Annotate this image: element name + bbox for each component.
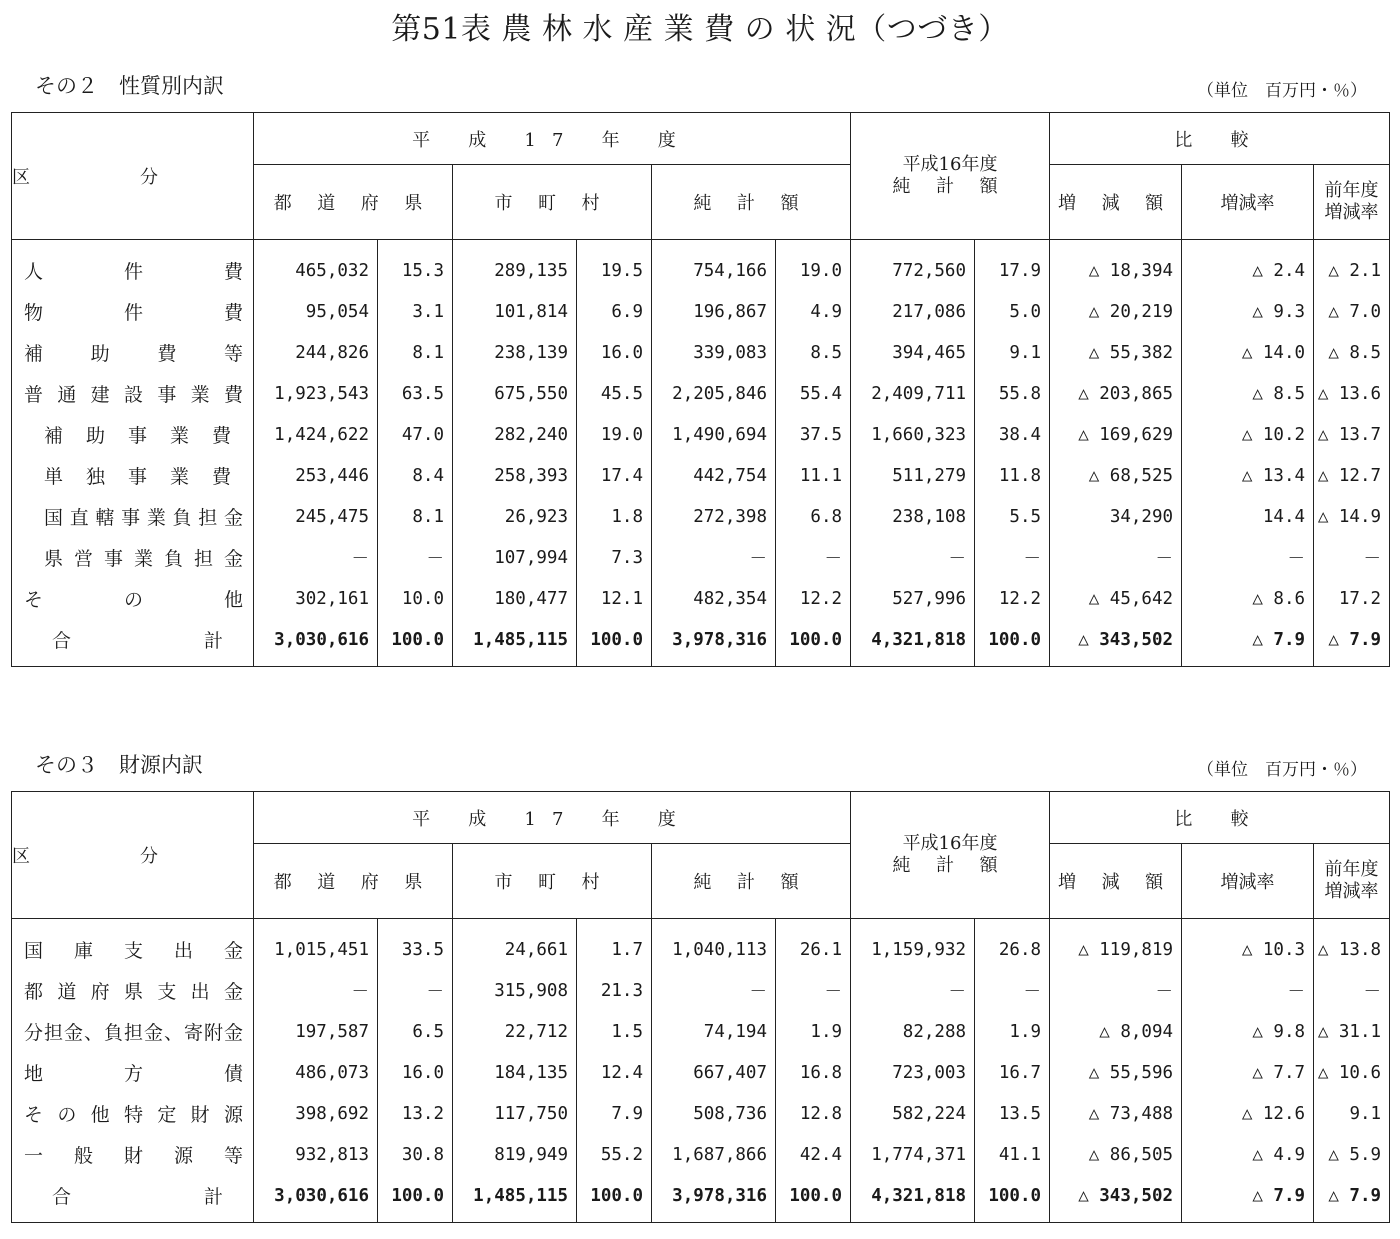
muni-amount: 258,393 [453,455,577,496]
prev-change-rate: △ 13.6 [1314,373,1390,414]
pref-share: 8.4 [378,455,453,496]
prev-change-rate: △ 7.0 [1314,291,1390,332]
row-label: 普通建設事業費 [12,373,254,414]
pref-amount: － [254,970,378,1011]
table-row [12,291,1390,332]
pref-amount: － [254,537,378,578]
change-rate: △ 9.8 [1182,1011,1314,1052]
row-label: 国庫支出金 [12,919,254,971]
section-3-unit: （単位 百万円・％） [1197,760,1367,780]
header-category: 区 分 [12,113,254,240]
net-amount: 1,687,866 [652,1134,776,1175]
row-label: 分担金、負担金、寄附金 [12,1011,254,1052]
muni-amount: 1,485,115 [453,1175,577,1223]
net-share: 6.8 [776,496,851,537]
header-comparison: 比 較 [1050,792,1390,844]
pref-amount: 932,813 [254,1134,378,1175]
pref-share: 30.8 [378,1134,453,1175]
pref-share: 8.1 [378,332,453,373]
row-label: その他 [12,578,254,619]
fy16-share: 1.9 [975,1011,1050,1052]
net-share: 55.4 [776,373,851,414]
pref-amount: 1,015,451 [254,919,378,971]
change-rate: － [1182,970,1314,1011]
net-amount: 272,398 [652,496,776,537]
change-amount: △ 20,219 [1050,291,1182,332]
pref-share: 33.5 [378,919,453,971]
muni-share: 7.9 [577,1093,652,1134]
muni-share: 100.0 [577,619,652,667]
net-share: 26.1 [776,919,851,971]
prev-change-rate: △ 2.1 [1314,240,1390,292]
pref-amount: 465,032 [254,240,378,292]
fy16-amount: 2,409,711 [851,373,975,414]
header-change-rate: 増減率 [1182,165,1314,240]
change-amount: △ 68,525 [1050,455,1182,496]
muni-amount: 238,139 [453,332,577,373]
table-by-nature [11,112,1390,667]
net-share: 1.9 [776,1011,851,1052]
fy16-amount: 238,108 [851,496,975,537]
fy16-amount: 582,224 [851,1093,975,1134]
table-row [12,455,1390,496]
pref-amount: 398,692 [254,1093,378,1134]
fy16-share: 100.0 [975,1175,1050,1223]
change-amount: △ 55,596 [1050,1052,1182,1093]
header-municipalities: 市 町 村 [453,165,652,240]
header-comparison: 比 較 [1050,113,1390,165]
header-prev-rate: 前年度 増減率 [1314,844,1390,919]
pref-share: － [378,537,453,578]
fy16-amount: 1,159,932 [851,919,975,971]
fy16-share: － [975,537,1050,578]
row-label: その他特定財源 [12,1093,254,1134]
muni-amount: 24,661 [453,919,577,971]
fy16-amount: 511,279 [851,455,975,496]
pref-share: 16.0 [378,1052,453,1093]
prev-change-rate: 9.1 [1314,1093,1390,1134]
fy16-amount: 4,321,818 [851,1175,975,1223]
muni-share: 45.5 [577,373,652,414]
table-row [12,414,1390,455]
change-rate: 14.4 [1182,496,1314,537]
change-rate: － [1182,537,1314,578]
muni-share: 1.7 [577,919,652,971]
muni-amount: 180,477 [453,578,577,619]
net-amount: 667,407 [652,1052,776,1093]
header-prefectures: 都 道 府 県 [254,165,453,240]
table-row [12,1134,1390,1175]
net-share: 12.2 [776,578,851,619]
muni-share: 7.3 [577,537,652,578]
header-change-amount: 増 減 額 [1050,844,1182,919]
pref-share: 63.5 [378,373,453,414]
pref-share: 10.0 [378,578,453,619]
muni-share: 17.4 [577,455,652,496]
net-amount: － [652,537,776,578]
net-share: － [776,537,851,578]
prev-change-rate: △ 12.7 [1314,455,1390,496]
prev-change-rate: △ 7.9 [1314,619,1390,667]
table-row [12,1093,1390,1134]
change-rate: △ 12.6 [1182,1093,1314,1134]
prev-change-rate: － [1314,970,1390,1011]
section-2-title: その２ 性質別内訳 [35,74,224,98]
row-label: 合計 [12,1175,254,1223]
change-rate: △ 14.0 [1182,332,1314,373]
row-label: 合計 [12,619,254,667]
table-row [12,373,1390,414]
change-rate: △ 7.7 [1182,1052,1314,1093]
fy16-share: 38.4 [975,414,1050,455]
fy16-amount: 772,560 [851,240,975,292]
net-share: 11.1 [776,455,851,496]
table-row [12,240,1390,292]
muni-amount: 101,814 [453,291,577,332]
row-label: 単独事業費 [12,455,254,496]
pref-amount: 1,923,543 [254,373,378,414]
change-amount: － [1050,970,1182,1011]
fy16-amount: 1,774,371 [851,1134,975,1175]
header-change-rate: 増減率 [1182,844,1314,919]
net-share: 8.5 [776,332,851,373]
fy16-share: 41.1 [975,1134,1050,1175]
prev-change-rate: △ 14.9 [1314,496,1390,537]
header-prev-rate: 前年度 増減率 [1314,165,1390,240]
fy16-amount: 527,996 [851,578,975,619]
table-by-funding-source [11,791,1390,1223]
net-amount: 482,354 [652,578,776,619]
net-amount: 2,205,846 [652,373,776,414]
change-rate: △ 7.9 [1182,619,1314,667]
muni-share: 100.0 [577,1175,652,1223]
muni-share: 1.8 [577,496,652,537]
page-title: 第51表 農 林 水 産 業 費 の 状 況（つづき） [391,12,1009,47]
change-amount: △ 119,819 [1050,919,1182,971]
header-category: 区 分 [12,792,254,919]
net-amount: 339,083 [652,332,776,373]
pref-amount: 244,826 [254,332,378,373]
prev-change-rate: △ 31.1 [1314,1011,1390,1052]
prev-change-rate: 17.2 [1314,578,1390,619]
pref-amount: 1,424,622 [254,414,378,455]
change-rate: △ 8.5 [1182,373,1314,414]
change-amount: － [1050,537,1182,578]
row-label: 県営事業負担金 [12,537,254,578]
prev-change-rate: △ 10.6 [1314,1052,1390,1093]
muni-amount: 107,994 [453,537,577,578]
pref-share: 8.1 [378,496,453,537]
pref-share: 47.0 [378,414,453,455]
section-2-unit: （単位 百万円・％） [1197,81,1367,101]
change-amount: △ 73,488 [1050,1093,1182,1134]
change-amount: 34,290 [1050,496,1182,537]
fy16-share: 26.8 [975,919,1050,971]
prev-change-rate: △ 7.9 [1314,1175,1390,1223]
muni-amount: 282,240 [453,414,577,455]
fy16-amount: － [851,537,975,578]
fy16-amount: 394,465 [851,332,975,373]
prev-change-rate: △ 8.5 [1314,332,1390,373]
row-label: 一般財源等 [12,1134,254,1175]
muni-amount: 289,135 [453,240,577,292]
pref-share: 100.0 [378,619,453,667]
change-amount: △ 169,629 [1050,414,1182,455]
net-amount: 754,166 [652,240,776,292]
change-rate: △ 4.9 [1182,1134,1314,1175]
table-row [12,578,1390,619]
prev-change-rate: － [1314,537,1390,578]
muni-share: 1.5 [577,1011,652,1052]
pref-amount: 253,446 [254,455,378,496]
net-share: 37.5 [776,414,851,455]
net-share: 19.0 [776,240,851,292]
change-rate: △ 10.3 [1182,919,1314,971]
muni-share: 21.3 [577,970,652,1011]
table-row [12,332,1390,373]
fy16-share: 100.0 [975,619,1050,667]
muni-amount: 675,550 [453,373,577,414]
net-amount: 508,736 [652,1093,776,1134]
fy16-amount: 82,288 [851,1011,975,1052]
fy16-share: 5.0 [975,291,1050,332]
fy16-amount: 217,086 [851,291,975,332]
table-row [12,1011,1390,1052]
muni-amount: 117,750 [453,1093,577,1134]
fy16-share: 13.5 [975,1093,1050,1134]
change-amount: △ 45,642 [1050,578,1182,619]
pref-amount: 245,475 [254,496,378,537]
muni-share: 12.1 [577,578,652,619]
net-amount: 196,867 [652,291,776,332]
fy16-share: 9.1 [975,332,1050,373]
pref-share: 15.3 [378,240,453,292]
pref-share: 3.1 [378,291,453,332]
fy16-share: 16.7 [975,1052,1050,1093]
fy16-share: 12.2 [975,578,1050,619]
header-fy16: 平成16年度 純 計 額 [851,113,1050,240]
change-amount: △ 343,502 [1050,1175,1182,1223]
header-fy17: 平 成 17 年 度 [254,113,851,165]
fy16-share: 17.9 [975,240,1050,292]
change-rate: △ 2.4 [1182,240,1314,292]
change-rate: △ 10.2 [1182,414,1314,455]
table-row [12,619,1390,667]
header-prefectures: 都 道 府 県 [254,844,453,919]
pref-share: 100.0 [378,1175,453,1223]
fy16-amount: － [851,970,975,1011]
change-rate: △ 8.6 [1182,578,1314,619]
pref-share: － [378,970,453,1011]
muni-amount: 315,908 [453,970,577,1011]
fy16-share: － [975,970,1050,1011]
change-amount: △ 55,382 [1050,332,1182,373]
header-municipalities: 市 町 村 [453,844,652,919]
net-share: 100.0 [776,619,851,667]
net-amount: 74,194 [652,1011,776,1052]
net-share: 42.4 [776,1134,851,1175]
net-amount: 1,490,694 [652,414,776,455]
muni-share: 6.9 [577,291,652,332]
net-amount: 1,040,113 [652,919,776,971]
net-share: 100.0 [776,1175,851,1223]
muni-share: 19.0 [577,414,652,455]
fy16-amount: 1,660,323 [851,414,975,455]
section-3-title: その３ 財源内訳 [35,753,203,777]
header-change-amount: 増 減 額 [1050,165,1182,240]
pref-amount: 486,073 [254,1052,378,1093]
table-row [12,537,1390,578]
row-label: 国直轄事業負担金 [12,496,254,537]
change-amount: △ 18,394 [1050,240,1182,292]
change-amount: △ 8,094 [1050,1011,1182,1052]
net-amount: － [652,970,776,1011]
table-row [12,970,1390,1011]
pref-share: 6.5 [378,1011,453,1052]
row-label: 補助事業費 [12,414,254,455]
table-row [12,919,1390,971]
fy16-share: 55.8 [975,373,1050,414]
header-fy17: 平 成 17 年 度 [254,792,851,844]
fy16-amount: 723,003 [851,1052,975,1093]
net-share: 4.9 [776,291,851,332]
row-label: 都道府県支出金 [12,970,254,1011]
fy16-amount: 4,321,818 [851,619,975,667]
change-amount: △ 203,865 [1050,373,1182,414]
fy16-share: 5.5 [975,496,1050,537]
muni-amount: 819,949 [453,1134,577,1175]
header-fy16: 平成16年度 純 計 額 [851,792,1050,919]
prev-change-rate: △ 13.7 [1314,414,1390,455]
net-amount: 3,978,316 [652,1175,776,1223]
net-share: － [776,970,851,1011]
pref-amount: 302,161 [254,578,378,619]
pref-amount: 197,587 [254,1011,378,1052]
muni-share: 16.0 [577,332,652,373]
row-label: 補助費等 [12,332,254,373]
pref-amount: 3,030,616 [254,619,378,667]
change-rate: △ 7.9 [1182,1175,1314,1223]
row-label: 物件費 [12,291,254,332]
muni-amount: 22,712 [453,1011,577,1052]
change-rate: △ 13.4 [1182,455,1314,496]
net-share: 12.8 [776,1093,851,1134]
fy16-share: 11.8 [975,455,1050,496]
net-amount: 442,754 [652,455,776,496]
muni-amount: 26,923 [453,496,577,537]
table-row [12,496,1390,537]
pref-amount: 95,054 [254,291,378,332]
net-share: 16.8 [776,1052,851,1093]
muni-share: 19.5 [577,240,652,292]
muni-amount: 184,135 [453,1052,577,1093]
row-label: 地方債 [12,1052,254,1093]
prev-change-rate: △ 13.8 [1314,919,1390,971]
table-row [12,1175,1390,1223]
header-net-total: 純 計 額 [652,165,851,240]
muni-amount: 1,485,115 [453,619,577,667]
pref-share: 13.2 [378,1093,453,1134]
table-row [12,1052,1390,1093]
muni-share: 55.2 [577,1134,652,1175]
prev-change-rate: △ 5.9 [1314,1134,1390,1175]
net-amount: 3,978,316 [652,619,776,667]
muni-share: 12.4 [577,1052,652,1093]
change-amount: △ 86,505 [1050,1134,1182,1175]
header-net-total: 純 計 額 [652,844,851,919]
row-label: 人件費 [12,240,254,292]
change-amount: △ 343,502 [1050,619,1182,667]
change-rate: △ 9.3 [1182,291,1314,332]
pref-amount: 3,030,616 [254,1175,378,1223]
